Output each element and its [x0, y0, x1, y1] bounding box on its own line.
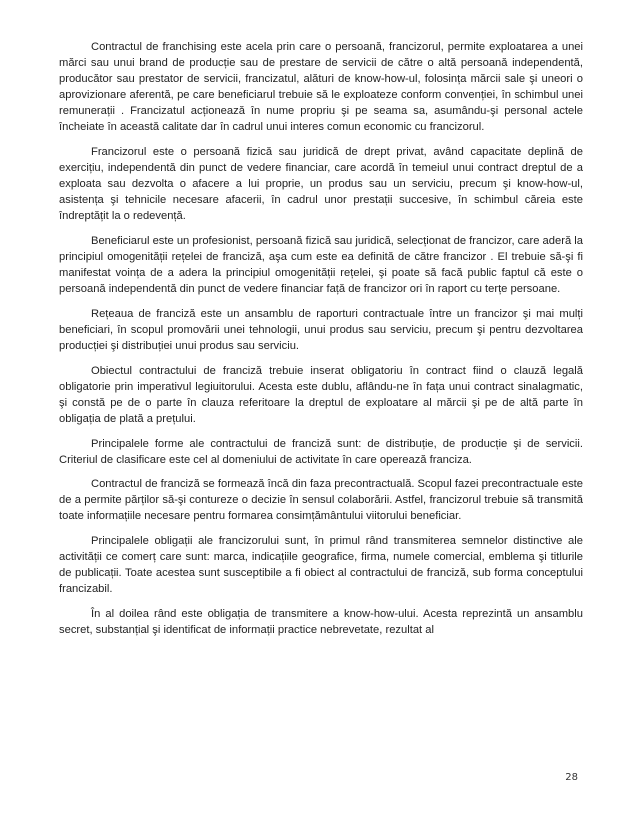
paragraph-obiect-contract: Obiectul contractului de franciză trebuie inserat obligatoriu în contract fiind o clauză legală obligatorie prin imperativul legiuitorului. Acesta este dublu, aflându-ne în fața unui contract sinalagmatic, şi constă pe de o parte în clauza referitoare la dreptul de exploatare al mărcii şi pe de altă parte în obligația de plată a prețului. [59, 364, 583, 425]
paragraph-retea-franciza: Rețeaua de franciză este un ansamblu de raporturi contractuale între un francizor şi mai mulți beneficiari, în scopul promovării unei tehnologii, unui produs sau serviciu, precum şi pentru dezvoltarea producției şi distribuției unui produs sau serviciu. [59, 307, 583, 353]
paragraph-obligatii-francizor: Principalele obligații ale francizorului sunt, în primul rând transmiterea semnelor distinctive ale activității ce comerț care sunt: marca, indicațiile geografice, firma, numele comercial, emblema şi titlurile de publicații. Toate acestea sunt susceptibile a fi obiect al contractului de franciză, sub forma conceptului francizabil. [59, 535, 583, 596]
page-number: 28 [565, 772, 578, 783]
document-page [59, 39, 583, 647]
paragraph-beneficiar: Beneficiarul este un profesionist, persoană fizică sau juridică, selecționat de francizor, care aderă la principiul omogenității rețelei de franciză, aşa cum este ea definită de către francizor . El trebuie să-şi fi manifestat voința de a adera la principiul omogenității rețelei, şi poate să facă public faptul că este o persoană independentă din punct de vedere financiar față de francizor ori în raport cu terțe persoane. [59, 235, 583, 296]
paragraph-francizor: Francizorul este o persoană fizică sau juridică de drept privat, având capacitate deplină de exercițiu, independentă din punct de vedere financiar, care acordă în temeiul unui contract dreptul de a exploata sau dezvolta o afacere a lui proprie, un produs sau un serviciu, precum şi know-how-ul, asistența şi tehnicile necesare afacerii, în cadrul unor prestații succesive, în schimbul căreia este îndreptățit la o redevență. [59, 146, 583, 223]
paragraph-franchising-definition: Contractul de franchising este acela prin care o persoană, francizorul, permite exploatarea a unei mărci sau unui brand de producție sau de prestare de servicii de către o altă persoană independentă, producător sau prestator de servicii, francizatul, alături de know-how-ul, folosința mărcii sale şi uneori o aprovizionare aferentă, pe care beneficiarul trebuie să le exploateze conform convenției, în schimbul unei remunerații . Francizatul acționează în nume propriu şi pe seama sa, asumându-şi personal actele încheiate în această calitate dar în cadrul unui interes comun economic cu francizorul. [59, 41, 583, 134]
paragraph-faza-precontractuala: Contractul de franciză se formează încă din faza precontractuală. Scopul fazei precontractuale este de a permite părților să-şi contureze o decizie în sensul colaborării. Astfel, francizorul trebuie să transmită toate informațiile necesare pentru formarea consimțământului viitorului beneficiar. [59, 478, 583, 523]
paragraph-know-how: În al doilea rând este obligația de transmitere a know-how-ului. Acesta reprezintă un ansamblu secret, substanțial şi identificat de informații practice nebrevetate, rezultat al [59, 607, 583, 636]
paragraph-forme-contract: Principalele forme ale contractului de franciză sunt: de distribuție, de producție şi de servicii. Criteriul de clasificare este cel al domeniului de activitate în care operează franciza. [59, 437, 583, 466]
